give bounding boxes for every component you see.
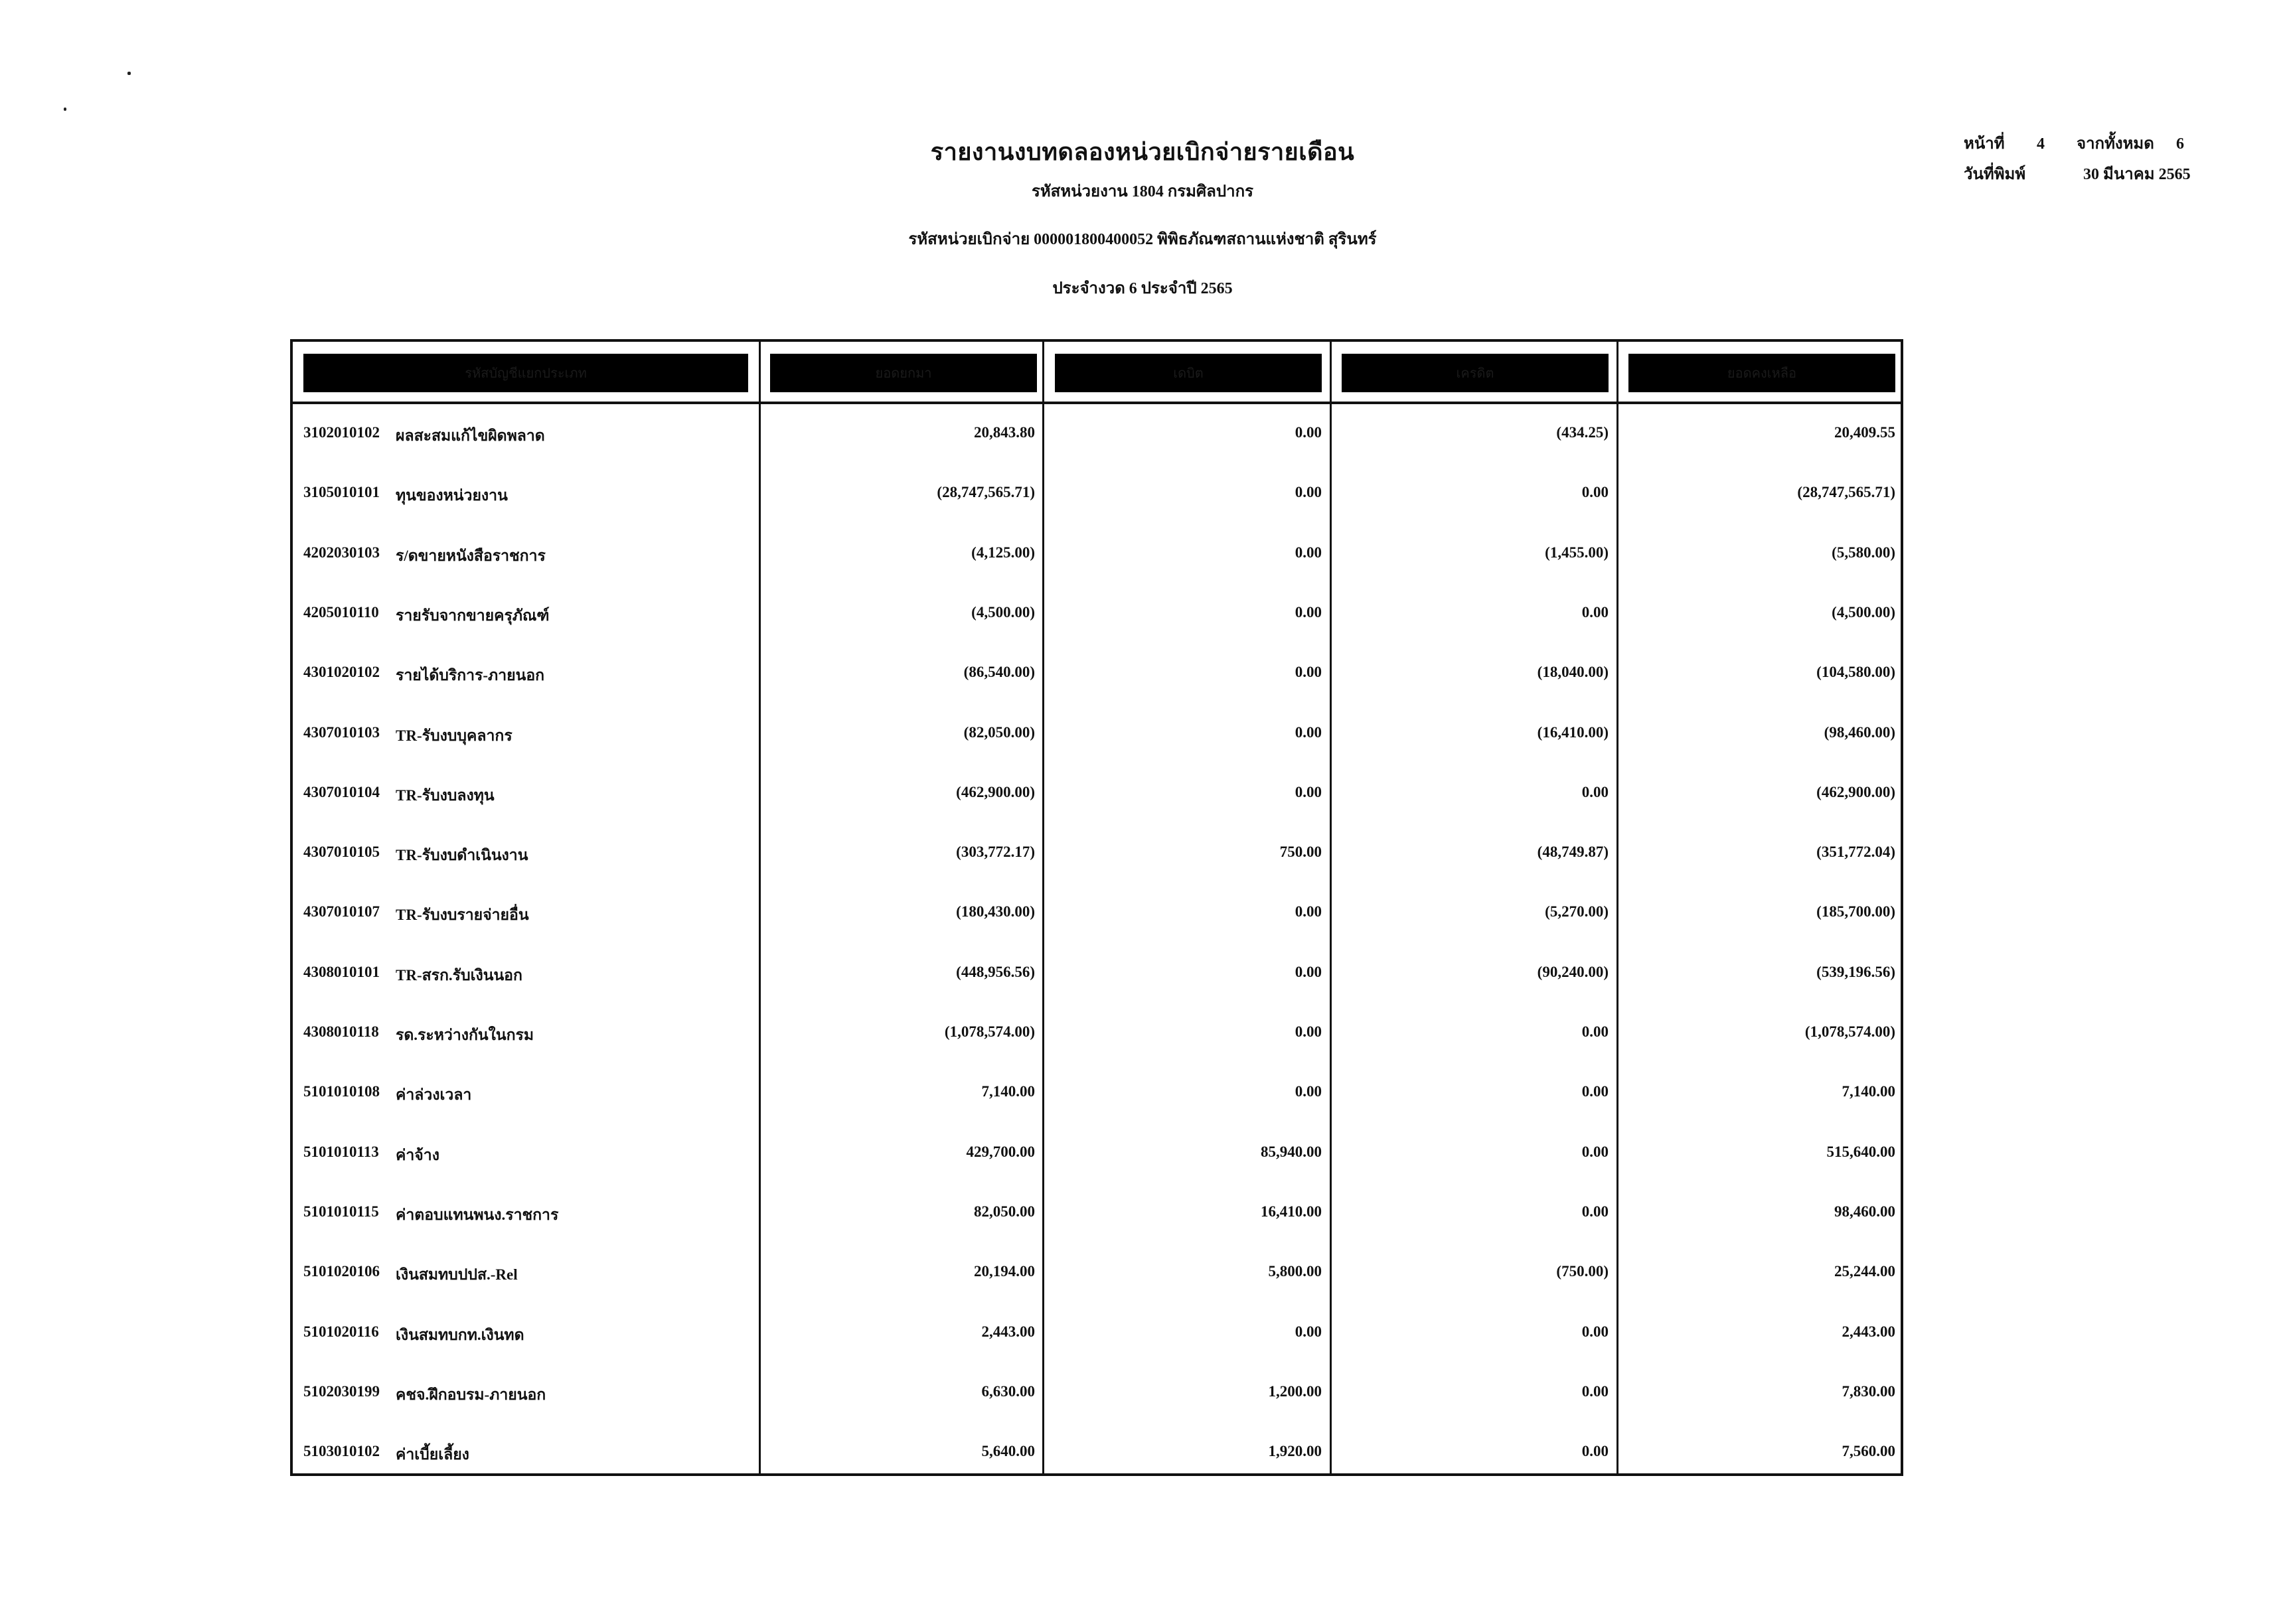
debit-value: 0.00 xyxy=(1295,424,1322,441)
header-balance: ยอดคงเหลือ xyxy=(1628,354,1895,392)
account-name: เงินสมทบกท.เงินทด xyxy=(396,1326,524,1343)
table-row xyxy=(293,704,1901,764)
trial-balance-table xyxy=(290,339,1903,1476)
account-code: 4301020102 xyxy=(303,664,380,681)
account-name: ค่าล่วงเวลา xyxy=(396,1086,472,1104)
debit-value: 0.00 xyxy=(1295,1323,1322,1340)
debit-value: 0.00 xyxy=(1295,963,1322,980)
total-pages: 6 xyxy=(2176,135,2184,153)
brought-forward-value: (28,747,565.71) xyxy=(937,484,1035,501)
table-row xyxy=(293,1243,1901,1303)
table-row xyxy=(293,464,1901,524)
credit-value: 0.00 xyxy=(1581,1203,1609,1220)
header-account: รหัสบัญชีแยกประเภท xyxy=(303,354,748,392)
account-name: ค่าจ้าง xyxy=(396,1146,439,1163)
table-row xyxy=(293,1363,1901,1423)
balance-value: (98,460.00) xyxy=(1824,723,1895,741)
table-row xyxy=(293,1063,1901,1123)
page-info xyxy=(1964,130,2184,156)
account-code: 3105010101 xyxy=(303,484,380,501)
table-row xyxy=(293,1124,1901,1183)
balance-value: 98,460.00 xyxy=(1834,1203,1895,1220)
report-title: รายงานงบทดลองหน่วยเบิกจ่ายรายเดือน xyxy=(930,139,1355,165)
debit-value: 0.00 xyxy=(1295,1083,1322,1100)
account-code: 4205010110 xyxy=(303,603,379,621)
table-row xyxy=(293,524,1901,584)
account-name: คชจ.ฝึกอบรม-ภายนอก xyxy=(396,1386,546,1403)
brought-forward-value: 7,140.00 xyxy=(981,1083,1035,1100)
account-code: 4307010104 xyxy=(303,783,380,800)
brought-forward-value: 2,443.00 xyxy=(981,1323,1035,1340)
account-name: ค่าเบี้ยเลี้ยง xyxy=(396,1446,469,1463)
credit-value: (1,455.00) xyxy=(1545,544,1609,561)
table-row xyxy=(293,1303,1901,1363)
account-code: 5101010113 xyxy=(303,1143,379,1160)
balance-value: (28,747,565.71) xyxy=(1797,484,1895,501)
credit-value: (434.25) xyxy=(1556,424,1609,441)
debit-value: 0.00 xyxy=(1295,1023,1322,1040)
brought-forward-value: (180,430.00) xyxy=(956,903,1035,921)
agency-line: รหัสหน่วยงาน 1804 กรมศิลปากร xyxy=(1031,183,1254,200)
account-code: 4202030103 xyxy=(303,544,380,561)
account-code: 3102010102 xyxy=(303,424,380,441)
debit-value: 0.00 xyxy=(1295,603,1322,621)
brought-forward-value: 429,700.00 xyxy=(966,1143,1035,1160)
account-name: ร/ดขายหนังสือราชการ xyxy=(396,547,546,564)
credit-value: (750.00) xyxy=(1556,1263,1609,1280)
balance-value: (351,772.04) xyxy=(1816,844,1895,861)
table-row xyxy=(293,764,1901,824)
brought-forward-value: 20,194.00 xyxy=(974,1263,1035,1280)
table-row xyxy=(293,404,1901,464)
debit-value: 85,940.00 xyxy=(1261,1143,1322,1160)
debit-value: 16,410.00 xyxy=(1261,1203,1322,1220)
account-code: 5103010102 xyxy=(303,1443,380,1460)
balance-value: (185,700.00) xyxy=(1816,903,1895,921)
account-name: ค่าตอบแทนพนง.ราชการ xyxy=(396,1206,559,1223)
credit-value: 0.00 xyxy=(1581,484,1609,501)
balance-value: 20,409.55 xyxy=(1834,424,1895,441)
account-code: 5102030199 xyxy=(303,1382,380,1400)
header-brought-forward: ยอดยกมา xyxy=(770,354,1037,392)
page-label: หน้าที่ xyxy=(1964,135,2005,153)
brought-forward-value: (4,125.00) xyxy=(971,544,1035,561)
account-name: TR-รับงบดำเนินงาน xyxy=(396,847,528,864)
account-code: 5101010115 xyxy=(303,1203,379,1220)
account-name: TR-รับงบลงทุน xyxy=(396,786,495,804)
account-code: 5101010108 xyxy=(303,1083,380,1100)
table-row xyxy=(293,1423,1901,1483)
account-code: 4307010105 xyxy=(303,844,380,861)
credit-value: 0.00 xyxy=(1581,783,1609,800)
print-date-info xyxy=(1964,161,2191,186)
credit-value: (48,749.87) xyxy=(1537,844,1609,861)
brought-forward-value: 6,630.00 xyxy=(981,1382,1035,1400)
balance-value: (462,900.00) xyxy=(1816,783,1895,800)
credit-value: 0.00 xyxy=(1581,1443,1609,1460)
brought-forward-value: (462,900.00) xyxy=(956,783,1035,800)
brought-forward-value: (303,772.17) xyxy=(956,844,1035,861)
print-date: 30 มีนาคม 2565 xyxy=(2083,166,2191,183)
account-code: 5101020116 xyxy=(303,1323,379,1340)
brought-forward-value: 82,050.00 xyxy=(974,1203,1035,1220)
balance-value: (5,580.00) xyxy=(1832,544,1895,561)
balance-value: 25,244.00 xyxy=(1834,1263,1895,1280)
table-row xyxy=(293,944,1901,1003)
table-header xyxy=(293,342,1901,404)
debit-value: 0.00 xyxy=(1295,664,1322,681)
debit-value: 5,800.00 xyxy=(1268,1263,1322,1280)
debit-value: 0.00 xyxy=(1295,544,1322,561)
debit-value: 1,200.00 xyxy=(1268,1382,1322,1400)
debit-value: 0.00 xyxy=(1295,783,1322,800)
account-name: รายได้บริการ-ภายนอก xyxy=(396,667,545,684)
credit-value: 0.00 xyxy=(1581,1323,1609,1340)
credit-value: 0.00 xyxy=(1581,1023,1609,1040)
balance-value: 7,560.00 xyxy=(1842,1443,1895,1460)
balance-value: 2,443.00 xyxy=(1842,1323,1895,1340)
header-credit: เครดิต xyxy=(1342,354,1609,392)
table-row xyxy=(293,644,1901,703)
account-code: 5101020106 xyxy=(303,1263,380,1280)
scan-speck xyxy=(64,108,66,111)
credit-value: 0.00 xyxy=(1581,603,1609,621)
account-name: เงินสมทบปปส.-Rel xyxy=(396,1266,518,1284)
brought-forward-value: (86,540.00) xyxy=(963,664,1035,681)
debit-value: 0.00 xyxy=(1295,723,1322,741)
credit-value: (90,240.00) xyxy=(1537,963,1609,980)
credit-value: 0.00 xyxy=(1581,1143,1609,1160)
balance-value: (1,078,574.00) xyxy=(1804,1023,1895,1040)
brought-forward-value: 5,640.00 xyxy=(981,1443,1035,1460)
debit-value: 0.00 xyxy=(1295,903,1322,921)
balance-value: 7,830.00 xyxy=(1842,1382,1895,1400)
balance-value: 515,640.00 xyxy=(1826,1143,1895,1160)
account-name: TR-รับงบรายจ่ายอื่น xyxy=(396,907,529,924)
table-row xyxy=(293,824,1901,883)
account-name: ผลสะสมแก้ไขผิดพลาด xyxy=(396,427,545,444)
account-code: 4307010107 xyxy=(303,903,380,921)
balance-value: (104,580.00) xyxy=(1816,664,1895,681)
credit-value: 0.00 xyxy=(1581,1382,1609,1400)
table-row xyxy=(293,1003,1901,1063)
credit-value: 0.00 xyxy=(1581,1083,1609,1100)
brought-forward-value: 20,843.80 xyxy=(974,424,1035,441)
credit-value: (18,040.00) xyxy=(1537,664,1609,681)
credit-value: (5,270.00) xyxy=(1545,903,1609,921)
debit-value: 0.00 xyxy=(1295,484,1322,501)
debit-value: 1,920.00 xyxy=(1268,1443,1322,1460)
disbursing-unit-line: รหัสหน่วยเบิกจ่าย 000001800400052 พิพิธภัณฑสถานแห่งชาติ สุรินทร์ xyxy=(908,231,1377,248)
balance-value: (539,196.56) xyxy=(1816,963,1895,980)
page-number: 4 xyxy=(2037,135,2045,153)
account-code: 4308010118 xyxy=(303,1023,379,1040)
scan-speck xyxy=(127,72,131,75)
account-code: 4307010103 xyxy=(303,723,380,741)
account-name: รายรับจากขายครุภัณฑ์ xyxy=(396,607,550,624)
account-name: TR-รับงบบุคลากร xyxy=(396,727,512,744)
table-row xyxy=(293,1183,1901,1243)
brought-forward-value: (448,956.56) xyxy=(956,963,1035,980)
balance-value: (4,500.00) xyxy=(1832,603,1895,621)
brought-forward-value: (82,050.00) xyxy=(963,723,1035,741)
balance-value: 7,140.00 xyxy=(1842,1083,1895,1100)
total-pages-label: จากทั้งหมด xyxy=(2077,135,2154,153)
account-code: 4308010101 xyxy=(303,963,380,980)
account-name: TR-สรก.รับเงินนอก xyxy=(396,966,522,984)
credit-value: (16,410.00) xyxy=(1537,723,1609,741)
brought-forward-value: (1,078,574.00) xyxy=(944,1023,1035,1040)
header-debit: เดบิต xyxy=(1055,354,1322,392)
brought-forward-value: (4,500.00) xyxy=(971,603,1035,621)
table-row xyxy=(293,883,1901,943)
account-name: ทุนของหน่วยงาน xyxy=(396,487,508,504)
debit-value: 750.00 xyxy=(1279,844,1322,861)
account-name: รด.ระหว่างกันในกรม xyxy=(396,1027,534,1043)
print-date-label: วันที่พิมพ์ xyxy=(1964,166,2026,183)
table-row xyxy=(293,584,1901,644)
period-line: ประจำงวด 6 ประจำปี 2565 xyxy=(1052,280,1233,297)
